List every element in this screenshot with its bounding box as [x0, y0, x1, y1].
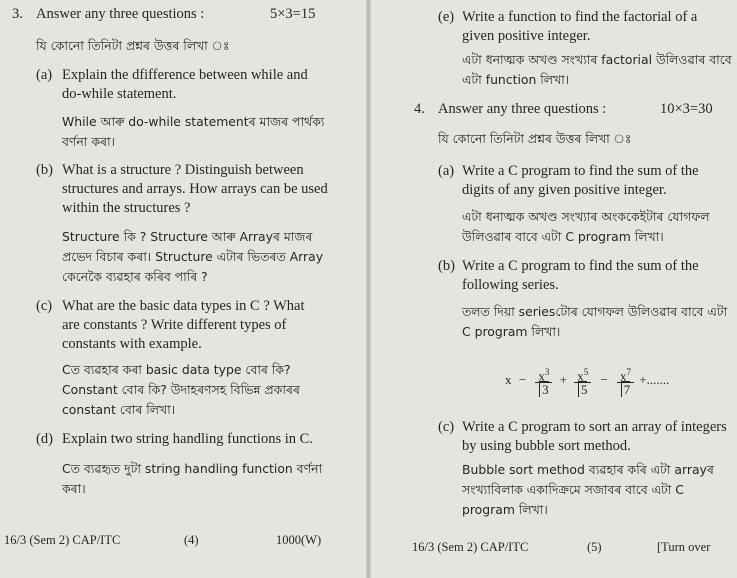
question-4-header: Answer any three questions : — [438, 101, 607, 117]
question-4-number: 4. — [414, 101, 425, 117]
right-footer-turn-over: [Turn over — [657, 540, 711, 554]
question-3-number: 3. — [12, 6, 23, 22]
item-3b-label: (b) — [36, 162, 53, 178]
series-formula — [505, 366, 669, 396]
item-3e-question: Write a function to find the factorial of a given positive integer. — [462, 9, 698, 44]
item-4a-question: Write a C program to find the sum of the digits of any given positive integer. — [462, 163, 699, 198]
series-tail: +....... — [639, 372, 670, 388]
item-3c-question: What are the basic data types in C ? What are constants ? Write different types of constants with example. — [62, 298, 305, 352]
item-4b-label: (b) — [438, 258, 455, 274]
series-op2: + — [559, 372, 567, 388]
item-4c-assamese: Bubble sort method ব্যৱহাৰ কৰি এটা arrayৰ সংখ্যাবিলাক একাদিক্ৰমে সজাবৰ বাবে এটা C program লিখা। — [462, 462, 714, 517]
item-3e-assamese: এটা ধনাত্মক অখণ্ড সংখ্যাৰ factorial উলিওৱাৰ বাবে এটা function লিখা। — [462, 52, 732, 87]
question-4-marks: 10×3=30 — [660, 101, 713, 117]
question-4-instruction: যি কোনো তিনিটা প্ৰশ্নৰ উত্তৰ লিখা ঃ — [438, 131, 632, 146]
item-4a-label: (a) — [438, 163, 455, 179]
left-footer-copies: 1000(W) — [276, 533, 322, 547]
question-3-marks: 5×3=15 — [270, 6, 316, 22]
right-page — [370, 0, 737, 578]
right-footer-code: 16/3 (Sem 2) CAP/ITC — [412, 540, 529, 554]
item-3a-label: (a) — [36, 67, 53, 83]
item-3d-assamese: Cত ব্যৱহৃত দুটা string handling function বৰ্ণনা কৰা। — [62, 461, 323, 496]
question-3-header: Answer any three questions : — [36, 6, 205, 22]
item-3b-assamese: Structure কি ? Structure আৰু Arrayৰ মাজৰ প্ৰভেদ বিচাৰ কৰা। Structure এটাৰ ভিতৰত Array কেনেকৈ ব্যৱহাৰ কৰিব পাৰি ? — [62, 229, 324, 284]
item-3d-label: (d) — [36, 431, 53, 447]
item-4b-assamese: তলত দিয়া seriesটোৰ যোগফল উলিওৱাৰ বাবে এটা C program লিখা। — [462, 304, 728, 339]
left-footer-code: 16/3 (Sem 2) CAP/ITC — [4, 533, 121, 547]
item-3a-question: Explain the dfifference between while and do-while statement. — [62, 67, 308, 102]
series-op3: − — [600, 372, 608, 388]
series-term-3: $\frac{x^7}{7}$ — [617, 366, 634, 396]
item-4b-question: Write a C program to find the sum of the following series. — [462, 258, 699, 293]
series-lead: x — [505, 372, 512, 388]
item-4a-assamese: এটা ধনাত্মক অখণ্ড সংখ্যাৰ অংককেইটাৰ যোগফল উলিওৱাৰ বাবে এটা C program লিখা। — [462, 209, 710, 244]
item-4c-question: Write a C program to sort an array of integers by using bubble sort method. — [462, 419, 727, 454]
left-page — [0, 0, 368, 578]
item-3c-label: (c) — [36, 298, 53, 314]
item-3e-label: (e) — [438, 9, 455, 25]
series-term-1: $\frac{x^3}{3}$ — [535, 366, 552, 396]
series-op1: − — [518, 372, 527, 388]
question-3-instruction: যি কোনো তিনিটা প্ৰশ্নৰ উত্তৰ লিখা ঃ — [36, 38, 230, 53]
item-3a-assamese: While আৰু do-while statementৰ মাজৰ পাৰ্থক্য বৰ্ণনা কৰা। — [62, 114, 325, 149]
item-3c-assamese: Cত ব্যৱহাৰ কৰা basic data type বোৰ কি? Constant বোৰ কি? উদাহৰণসহ বিভিন্ন প্ৰকাৰৰ constant বোৰ লিখা। — [62, 362, 300, 417]
item-3b-question: What is a structure ? Distinguish between structures and arrays. How arrays can be used within the structures ? — [62, 162, 328, 216]
item-3d-question: Explain two string handling functions in C. — [62, 431, 313, 447]
left-footer-page: (4) — [184, 533, 199, 547]
right-footer-page: (5) — [587, 540, 602, 554]
series-term-2: $\frac{x^5}{5}$ — [574, 366, 591, 396]
item-4c-label: (c) — [438, 419, 455, 435]
